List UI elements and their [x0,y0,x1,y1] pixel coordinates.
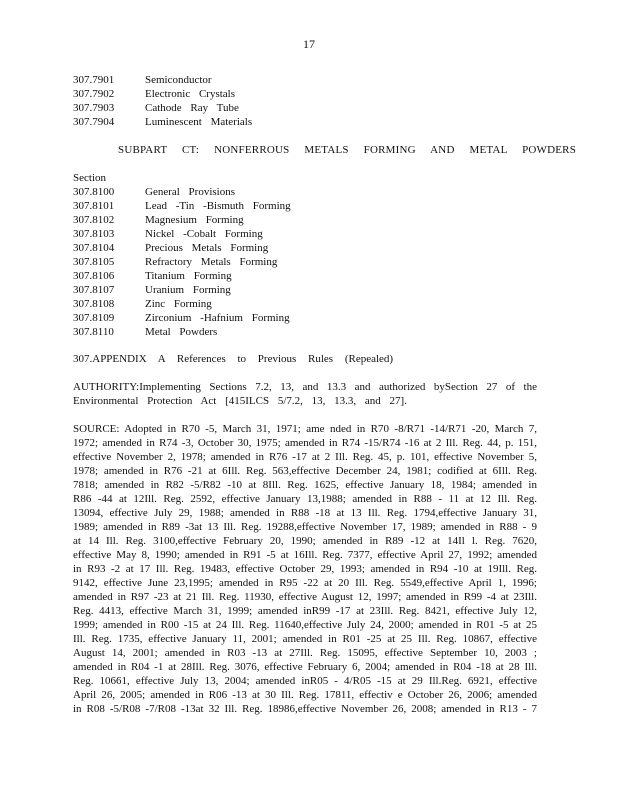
section-number: 307.7902 [73,88,115,100]
paragraph-line: amended in R04 -1 at 28Ill. Reg. 3076, effective February 6, 2004; amended in R04 -18 at 28 Ill. [73,661,537,673]
paragraph-line: 1978; amended in R76 -21 at 6Ill. Reg. 563,effective December 24, 1981; codified at 6Ill. Reg. [73,465,537,477]
section-title: Zirconium -Hafnium Forming [145,312,290,324]
list-item [73,227,263,241]
paragraph-line: 13094, effective July 29, 1988; amended in R88 -18 at 13 Ill. Reg. 1794,effective January 31, [73,507,537,519]
section-title: Semiconductor [145,74,212,86]
list-item [73,325,217,339]
section-title: Luminescent Materials [145,116,253,128]
section-title: Refractory Metals Forming [145,256,278,268]
list-item [73,311,290,325]
authority-paragraph [73,380,537,408]
section-title: General Provisions [145,186,236,198]
section-title: Cathode Ray Tube [145,102,239,114]
paragraph-line: in R08 -5/R08 -7/R08 -13at 32 Ill. Reg. 18986,effective November 26, 2008; amended in R13 - 7 [73,703,537,715]
section-number: 307.8107 [73,284,115,296]
section-label: Section [73,172,106,184]
paragraph-line: April 26, 2005; amended in R06 -13 at 30 Ill. Reg. 17811, effectiv e October 26, 2006; amended [73,689,537,701]
paragraph-line: Environmental Protection Act [415ILCS 5/7.2, 13, 13.3, and 27]. [73,395,407,407]
section-title: Electronic Crystals [145,88,236,100]
section-number: 307.8100 [73,186,115,198]
list-item [73,269,232,283]
list-item [73,87,235,101]
list-item [73,241,268,255]
list-item [73,73,212,87]
list-item [73,199,291,213]
paragraph-line: Reg. 10661, effective July 13, 2004; amended inR05 - 4/R05 -15 at 29 Ill.Reg. 6921, effective [73,675,537,687]
section-title: Metal Powders [145,326,218,338]
list-item [73,255,277,269]
paragraph-line: amended in R97 -23 at 21 Ill. Reg. 11930, effective August 12, 1997; amended in R99 -4 at 23Ill. [73,591,537,603]
section-number: 307.8103 [73,228,115,240]
section-title: Nickel -Cobalt Forming [145,228,263,240]
section-number: 307.8109 [73,312,115,324]
list-item [73,185,235,199]
section-number: 307.8110 [73,326,114,338]
paragraph-line: Ill. Reg. 1735, effective January 11, 2001; amended in R01 -25 at 25 Ill. Reg. 10867, effective [73,633,537,645]
section-title: Zinc Forming [145,298,212,310]
paragraph-line: SOURCE: Adopted in R70 -5, March 31, 1971; ame nded in R70 -8/R71 -14/R71 -20, March 7, [73,423,537,435]
paragraph-line: 1972; amended in R74 -3, October 30, 1975; amended in R74 -15/R74 -16 at 2 Ill. Reg. 44, p. 151, [73,437,537,449]
paragraph-line: effective November 2, 1978; amended in R76 -17 at 2 Ill. Reg. 45, p. 101, effective November 5, [73,451,537,463]
subpart-heading: SUBPART CT: NONFERROUS METALS FORMING AND METAL POWDERS [118,144,577,156]
list-item [73,101,239,115]
section-number: 307.7903 [73,102,115,114]
page-number: 17 [303,37,315,51]
paragraph-line: Reg. 4413, effective March 31, 1999; amended inR99 -17 at 23Ill. Reg. 8421, effective July 12, [73,605,537,617]
paragraph-line: 1999; amended in R00 -15 at 24 Ill. Reg. 11640,effective July 24, 2000; amended in R01 -5 at 25 [73,619,537,631]
section-title: Magnesium Forming [145,214,244,226]
section-title: Precious Metals Forming [145,242,269,254]
section-number: 307.8104 [73,242,115,254]
section-title: Lead -Tin -Bismuth Forming [145,200,291,212]
source-paragraph [73,422,537,716]
section-number: 307.8105 [73,256,115,268]
paragraph-line: 9142, effective June 23,1995; amended in R95 -22 at 20 Ill. Reg. 5549,effective April 1, 1996; [73,577,537,589]
list-item [73,115,252,129]
section-title: Uranium Forming [145,284,231,296]
section-number: 307.7901 [73,74,115,86]
list-item [73,283,231,297]
paragraph-line: AUTHORITY:Implementing Sections 7.2, 13, and 13.3 and authorized bySection 27 of the [73,381,537,393]
section-number: 307.8102 [73,214,115,226]
section-number: 307.8108 [73,298,115,310]
list-item [73,213,244,227]
paragraph-line: effective May 8, 1990; amended in R91 -5 at 16Ill. Reg. 7377, effective April 27, 1992; amended [73,549,537,561]
appendix-line: 307.APPENDIX A References to Previous Rules (Repealed) [73,353,394,365]
paragraph-line: August 14, 2001; amended in R03 -13 at 27Ill. Reg. 15095, effective September 10, 2003 ; [73,647,537,659]
paragraph-line: at 14 Ill. Reg. 3100,effective February 20, 1990; amended in R89 -12 at 14Il l. Reg. 7620, [73,535,537,547]
list-item [73,297,212,311]
paragraph-line: in R93 -2 at 17 Ill. Reg. 19483, effective October 29, 1993; amended in R94 -10 at 19Ill. Reg. [73,563,537,575]
section-number: 307.7904 [73,116,115,128]
paragraph-line: R86 -44 at 12Ill. Reg. 2592, effective January 13,1988; amended in R88 - 11 at 12 Ill. Reg. [73,493,537,505]
paragraph-line: 1989; amended in R89 -3at 13 Ill. Reg. 19288,effective November 17, 1989; amended in R88 - 9 [73,521,537,533]
section-number: 307.8101 [73,200,115,212]
section-number: 307.8106 [73,270,115,282]
section-title: Titanium Forming [145,270,232,282]
paragraph-line: 7818; amended in R82 -5/R82 -10 at 8Ill. Reg. 1625, effective January 18, 1984; amended in [73,479,537,491]
